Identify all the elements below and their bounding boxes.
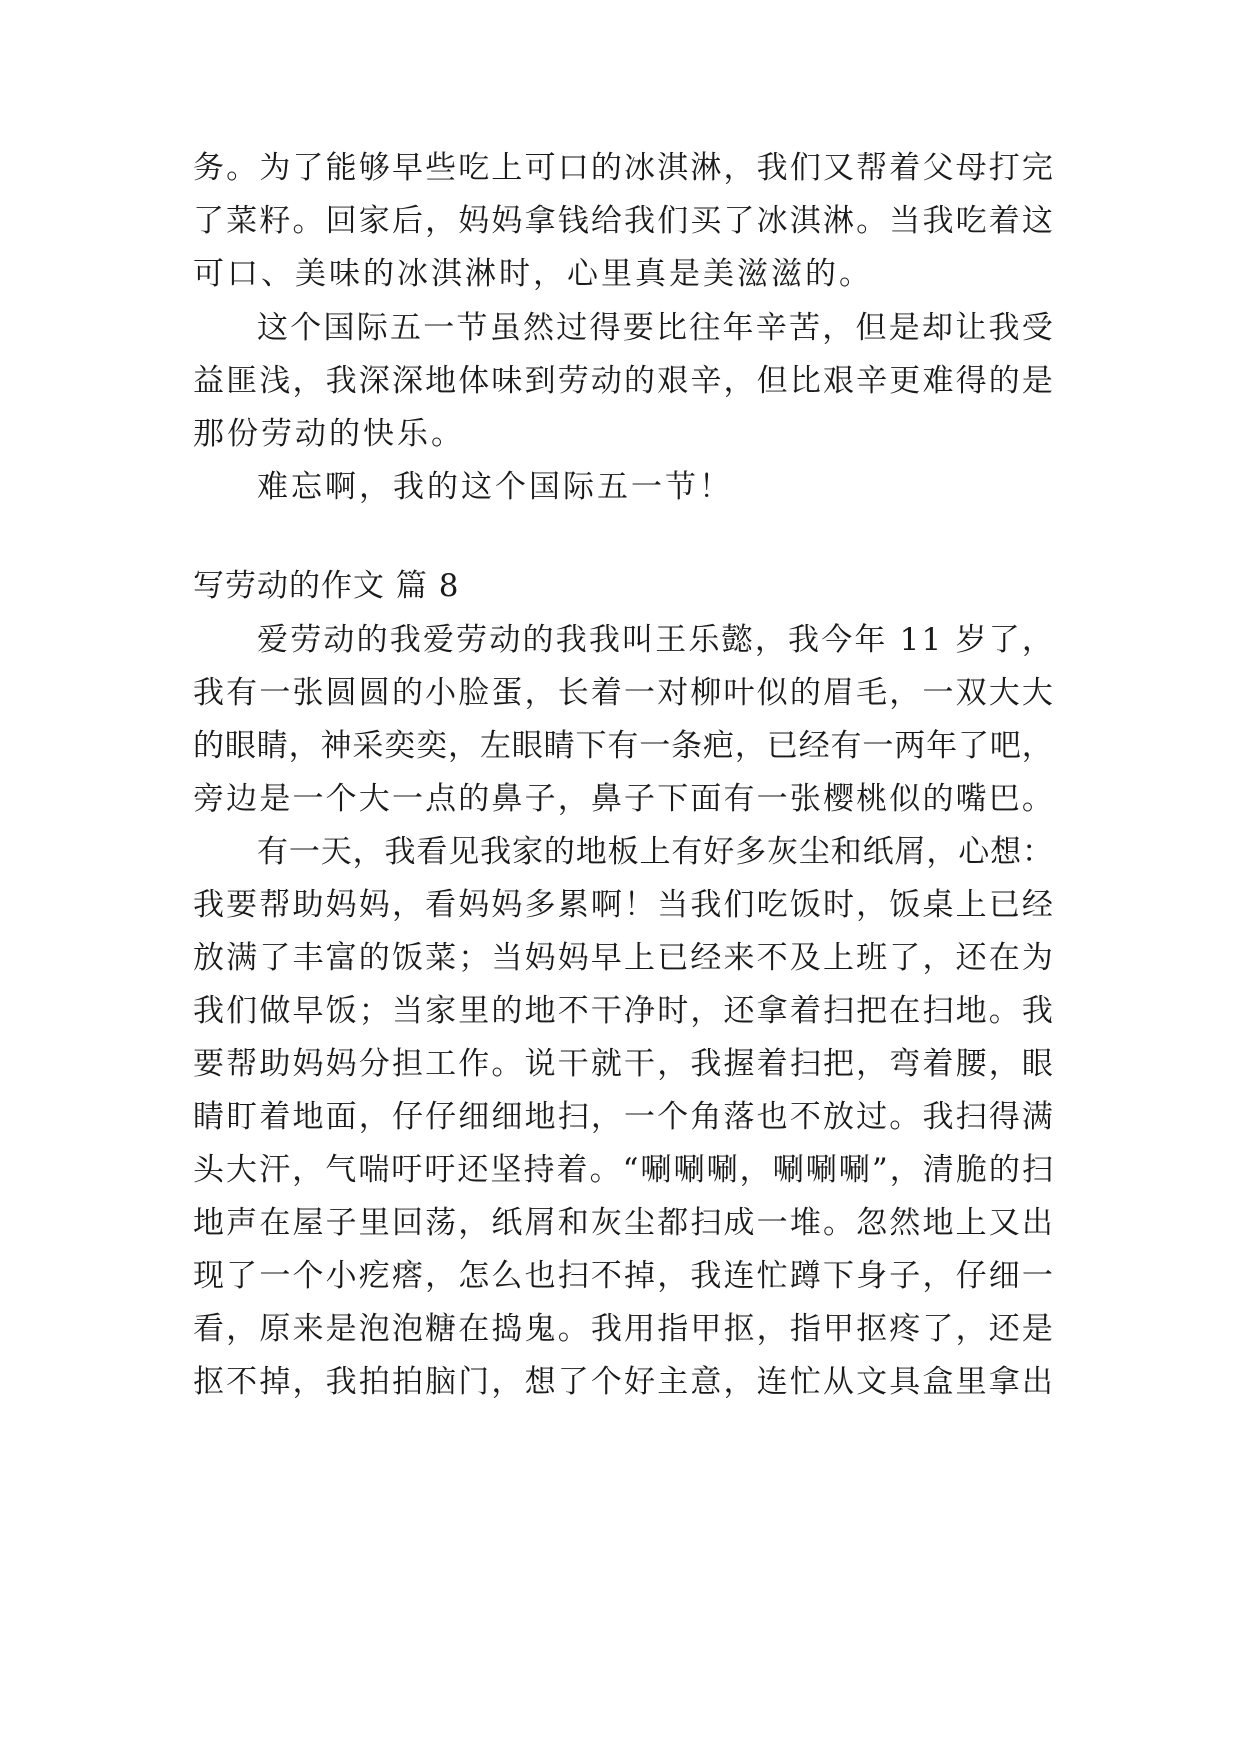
- text-line: 旁 边 是 一 个 大 一 点 的 鼻 子 ， 鼻 子 下 面 有 一 张 樱 桃 似 的 嘴 巴 。: [193, 781, 1053, 817]
- text-line: 可口、美味的冰淇淋时，心里真是美滋滋的。: [193, 256, 873, 292]
- text-line: 务 。 为 了 能 够 早 些 吃 上 可 口 的 冰 淇 淋 ， 我 们 又 帮 着 父 母 打 完: [193, 150, 1053, 186]
- section-title: 写劳动的作文 篇 8: [193, 568, 460, 604]
- text-line: 睛 盯 着 地 面 ， 仔 仔 细 细 地 扫 ， 一 个 角 落 也 不 放 过 。 我 扫 得 满: [193, 1099, 1053, 1135]
- text-line: 要 帮 助 妈 妈 分 担 工 作 。 说 干 就 干 ， 我 握 着 扫 把 ， 弯 着 腰 ， 眼: [193, 1046, 1053, 1082]
- text-line: 我 要 帮 助 妈 妈 ， 看 妈 妈 多 累 啊 ！ 当 我 们 吃 饭 时 ， 饭 桌 上 已 经: [193, 887, 1053, 923]
- text-line: 益 匪 浅 ， 我 深 深 地 体 味 到 劳 动 的 艰 辛 ， 但 比 艰 辛 更 难 得 的 是: [193, 363, 1053, 399]
- text-line: 的 眼 睛 ， 神 采 奕 奕 ， 左 眼 睛 下 有 一 条 疤 ， 已 经 有 一 两 年 了 吧 ，: [193, 728, 1053, 764]
- text-line: 地 声 在 屋 子 里 回 荡 ， 纸 屑 和 灰 尘 都 扫 成 一 堆 。 忽 然 地 上 又 出: [193, 1205, 1053, 1241]
- text-line: 现 了 一 个 小 疙 瘩 ， 怎 么 也 扫 不 掉 ， 我 连 忙 蹲 下 身 子 ， 仔 细 一: [193, 1258, 1053, 1294]
- text-line: 我 有 一 张 圆 圆 的 小 脸 蛋 ， 长 着 一 对 柳 叶 似 的 眉 毛 ， 一 双 大 大: [193, 675, 1053, 711]
- text-line: 我 们 做 早 饭 ； 当 家 里 的 地 不 干 净 时 ， 还 拿 着 扫 把 在 扫 地 。 我: [193, 993, 1053, 1029]
- text-line: 抠 不 掉 ， 我 拍 拍 脑 门 ， 想 了 个 好 主 意 ， 连 忙 从 文 具 盒 里 拿 出: [193, 1364, 1053, 1400]
- text-line: 放 满 了 丰 富 的 饭 菜 ； 当 妈 妈 早 上 已 经 来 不 及 上 班 了 ， 还 在 为: [193, 940, 1053, 976]
- paragraph-first-line: 爱 劳 动 的 我 爱 劳 动 的 我 我 叫 王 乐 懿 ， 我 今 年 1 1 岁 了 ，: [257, 622, 1053, 658]
- paragraph-first-line: 这 个 国 际 五 一 节 虽 然 过 得 要 比 往 年 辛 苦 ， 但 是 却 让 我 受: [257, 310, 1053, 346]
- text-line: 那份劳动的快乐。: [193, 416, 465, 452]
- text-line: 看 ， 原 来 是 泡 泡 糖 在 捣 鬼 。 我 用 指 甲 抠 ， 指 甲 抠 疼 了 ， 还 是: [193, 1311, 1053, 1347]
- paragraph-first-line: 难忘啊，我的这个国际五一节！: [257, 469, 733, 505]
- text-line: 头 大 汗 ， 气 喘 吁 吁 还 坚 持 着 。 “ 唰 唰 唰 ， 唰 唰 唰 ” ， 清 脆 的 扫: [193, 1152, 1053, 1188]
- paragraph-first-line: 有 一 天 ， 我 看 见 我 家 的 地 板 上 有 好 多 灰 尘 和 纸 屑 ， 心 想 ：: [257, 834, 1053, 870]
- text-line: 了 菜 籽 。 回 家 后 ， 妈 妈 拿 钱 给 我 们 买 了 冰 淇 淋 。 当 我 吃 着 这: [193, 203, 1053, 239]
